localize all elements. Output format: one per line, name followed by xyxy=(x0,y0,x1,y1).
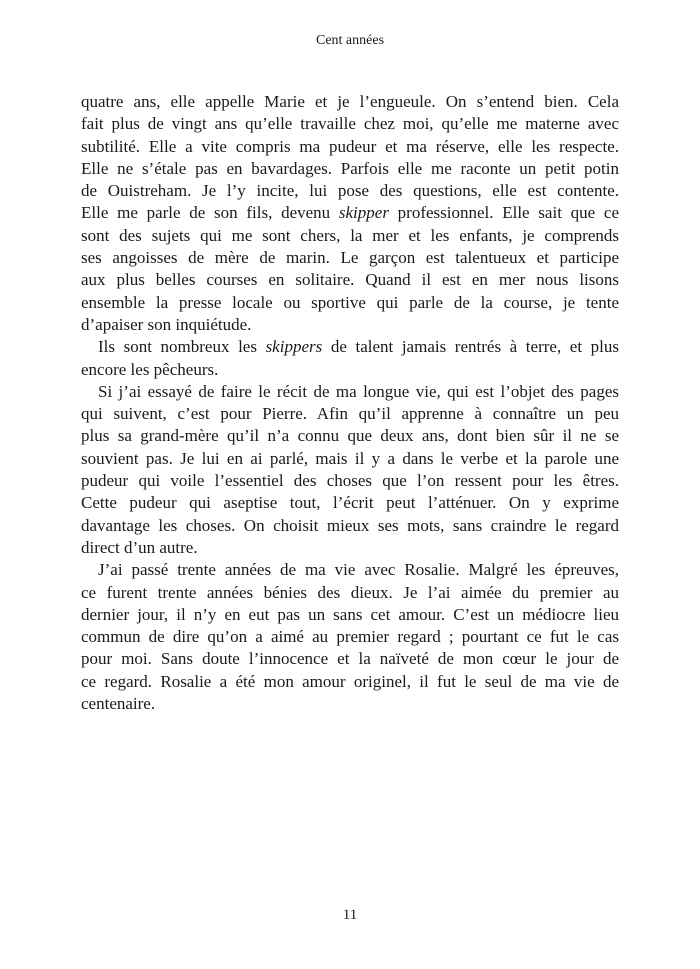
text-span: professionnel. Elle sait que ce xyxy=(388,203,619,223)
text-line: dernier jour, il n’y en eut pas un sans cet amour. C’est un médiocre lieu xyxy=(81,604,619,624)
text-line: souvient pas. Je lui en ai parlé, mais il y a dans le verbe et la parole une xyxy=(81,448,619,468)
text-line: de Ouistreham. Je l’y incite, lui pose des questions, elle est contente. xyxy=(81,181,619,201)
text-span: Ils sont nombreux les xyxy=(98,337,266,357)
text-line xyxy=(81,202,619,224)
text-line: Cette pudeur qui aseptise tout, l’écrit peut l’atténuer. On y exprime xyxy=(81,493,619,513)
body-text xyxy=(81,91,619,715)
text-line: plus sa grand-mère qu’il n’a connu que deux ans, dont bien sûr il ne se xyxy=(81,426,619,446)
text-span: de talent jamais rentrés à terre, et plus xyxy=(322,337,619,357)
text-span: Elle me parle de son fils, devenu xyxy=(81,203,339,223)
text-line: centenaire. xyxy=(81,694,156,714)
text-line xyxy=(81,336,619,358)
text-line: encore les pêcheurs. xyxy=(81,359,219,379)
text-line: pour moi. Sans doute l’innocence et la naïveté de mon cœur le jour de xyxy=(81,649,619,669)
text-line: qui suivent, c’est pour Pierre. Afin qu’il apprenne à connaître un peu xyxy=(81,404,619,424)
text-line: ce regard. Rosalie a été mon amour originel, il fut le seul de ma vie de xyxy=(81,671,619,691)
text-line: J’ai passé trente années de ma vie avec Rosalie. Malgré les épreuves, xyxy=(98,560,619,580)
text-line: direct d’un autre. xyxy=(81,537,198,557)
text-line: Si j’ai essayé de faire le récit de ma longue vie, qui est l’objet des pages xyxy=(98,381,619,401)
text-line: davantage les choses. On choisit mieux ses mots, sans craindre le regard xyxy=(81,515,619,535)
page-number: 11 xyxy=(342,907,358,923)
text-line: subtilité. Elle a vite compris ma pudeur et ma réserve, elle les respecte. xyxy=(81,136,619,156)
text-line: Elle ne s’étale pas en bavardages. Parfois elle me raconte un petit potin xyxy=(81,158,619,178)
text-line: pudeur qui voile l’essentiel des choses que l’on ressent pour les êtres. xyxy=(81,471,619,491)
text-line: ensemble la presse locale ou sportive qui parle de la course, je tente xyxy=(81,292,619,312)
italic-term: skipper xyxy=(338,203,389,223)
text-line: sont des sujets qui me sont chers, la mer et les enfants, je comprends xyxy=(81,225,619,245)
text-line: aux plus belles courses en solitaire. Quand il est en mer nous lisons xyxy=(81,270,619,290)
text-line: fait plus de vingt ans qu’elle travaille chez moi, qu’elle me materne avec xyxy=(81,114,619,134)
text-line: commun de dire qu’on a aimé au premier regard ; pourtant ce fut le cas xyxy=(81,627,619,647)
text-line: ses angoisses de mère de marin. Le garçon est talentueux et participe xyxy=(81,248,619,268)
text-line: quatre ans, elle appelle Marie et je l’engueule. On s’entend bien. Cela xyxy=(81,92,619,111)
running-header: Cent années xyxy=(315,33,385,48)
italic-term: skippers xyxy=(265,337,323,357)
text-line: d’apaiser son inquiétude. xyxy=(81,314,252,334)
text-line: ce furent trente années bénies des dieux. Je l’ai aimée du premier au xyxy=(81,582,619,602)
